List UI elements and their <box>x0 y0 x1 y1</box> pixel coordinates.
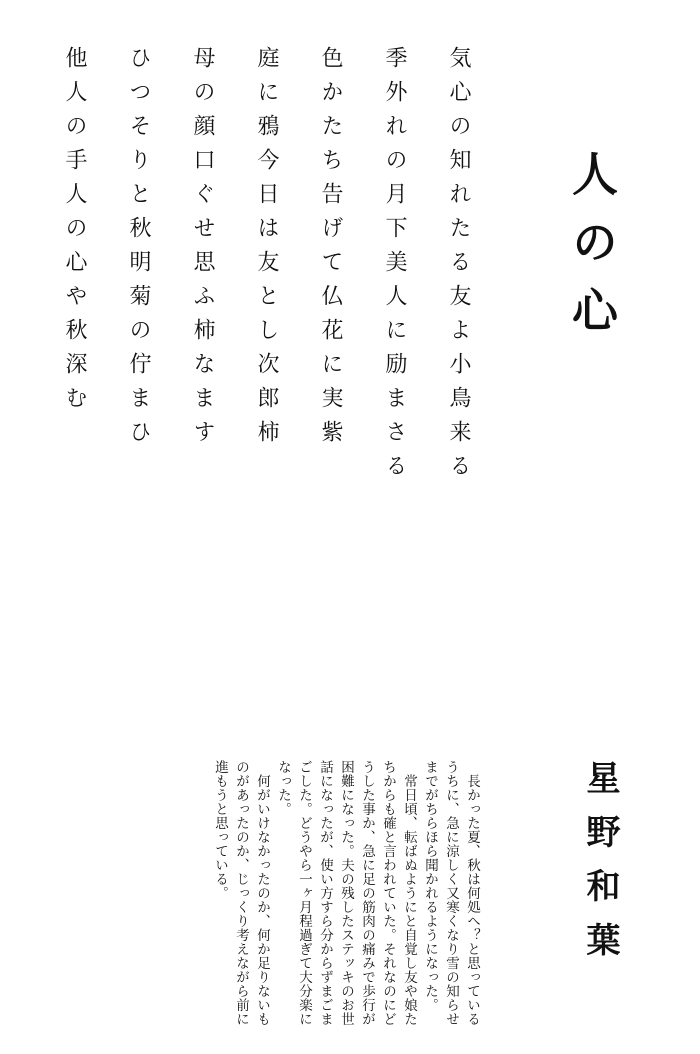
author-name: 星野和葉 <box>580 760 620 976</box>
haiku-line: ひつそりと秋明菊の佇まひ <box>126 46 151 454</box>
haiku-line: 庭に鴉今日は友とし次郎柿 <box>254 46 279 454</box>
essay-paragraph: 長かった夏、秋は何処へ？と思っているうちに、急に涼しく又寒くなり雪の知らせまでがちらほら聞かれるようになった。 <box>422 760 480 1026</box>
haiku-line: 季外れの月下美人に励まさる <box>382 46 407 488</box>
essay-paragraph: 常日頃、転ばぬようにと自覚し友や娘たちからも確と言われていた。それなのにどうした事か、急に足の筋肉の痛みで歩行が困難になった。夫の残したステッキのお世話になったが、使い方すら分からずまごまごした。どうやら一ヶ月程過ぎて大分楽になった。 <box>275 760 417 1026</box>
page-title: 人の心 <box>565 150 619 354</box>
haiku-block <box>42 46 490 686</box>
essay-paragraph: 何がいけなかったのか、何か足りないものがあったのか、じっくり考えながら前に進もうと思っている。 <box>212 760 270 1026</box>
haiku-line: 母の顔口ぐせ思ふ柿なます <box>190 46 215 454</box>
haiku-line: 他人の手人の心や秋深む <box>62 46 87 420</box>
haiku-line: 色かたち告げて仏花に実紫 <box>318 46 343 454</box>
essay-block <box>209 760 482 1030</box>
haiku-line: 気心の知れたる友よ小鳥来る <box>446 46 471 488</box>
